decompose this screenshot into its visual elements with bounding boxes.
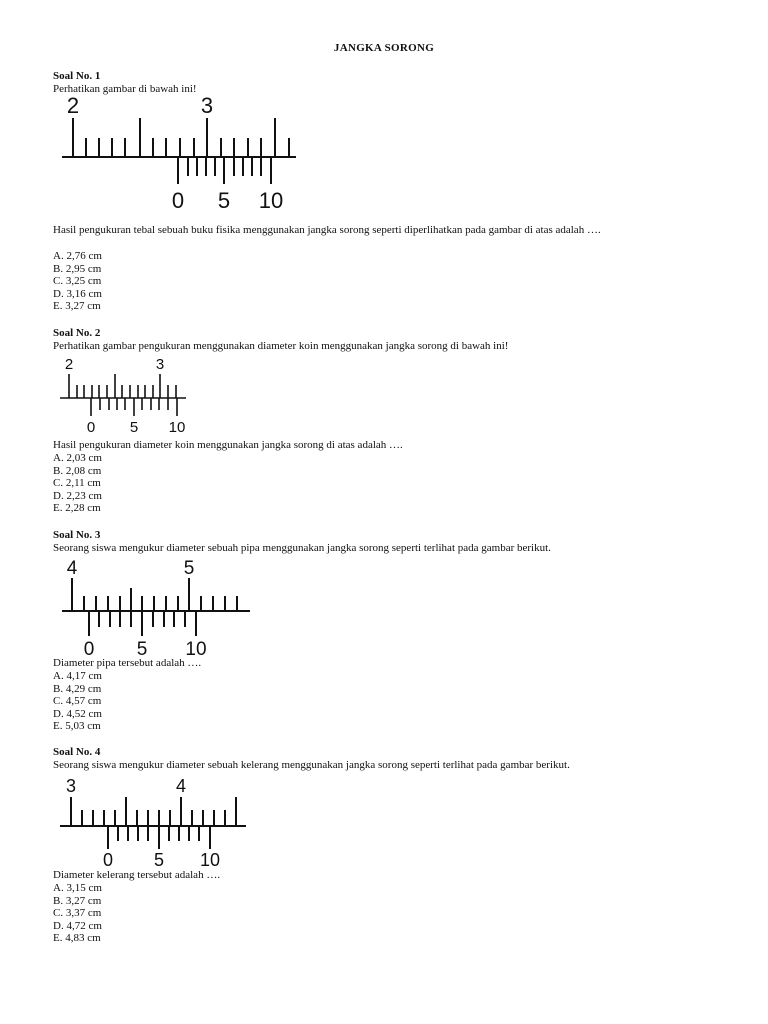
option-d: D. 4,52 cm — [53, 707, 102, 720]
main-scale-label-left: 3 — [65, 776, 77, 796]
option-e: E. 4,83 cm — [53, 932, 101, 945]
main-scale-label-right: 3 — [155, 356, 165, 373]
main-scale-label-right: 3 — [200, 93, 214, 118]
option-a: A. 2,76 cm — [53, 250, 102, 262]
option-c: C. 3,25 cm — [53, 275, 102, 288]
option-a: A. 4,17 cm — [53, 670, 102, 682]
question-4-intro: Seorang siswa mengukur diameter sebuah kelerang menggunakan jangka sorong seperti terlihat pada gambar berikut. — [53, 759, 570, 771]
vernier-label-0: 0 — [83, 639, 95, 660]
main-scale-label-left: 2 — [64, 356, 74, 373]
vernier-label-10: 10 — [199, 850, 221, 870]
option-b: B. 2,08 cm — [53, 464, 102, 477]
option-d: D. 3,16 cm — [53, 287, 102, 300]
option-b: B. 3,27 cm — [53, 894, 102, 907]
question-2-text: Hasil pengukuran diameter koin menggunakan jangka sorong di atas adalah …. — [53, 439, 403, 451]
question-4-heading: Soal No. 4 — [53, 746, 101, 758]
page-title: JANGKA SORONG — [333, 42, 435, 54]
option-d: D. 4,72 cm — [53, 919, 102, 932]
question-3-heading: Soal No. 3 — [53, 529, 101, 541]
option-e: E. 3,27 cm — [53, 300, 101, 313]
vernier-label-5: 5 — [217, 188, 231, 213]
option-d: D. 2,23 cm — [53, 489, 102, 502]
vernier-label-5: 5 — [129, 419, 139, 436]
vernier-label-5: 5 — [136, 639, 148, 660]
option-a: A. 2,03 cm — [53, 452, 102, 464]
option-e: E. 5,03 cm — [53, 720, 101, 733]
question-3-intro: Seorang siswa mengukur diameter sebuah pipa menggunakan jangka sorong seperti terlihat pada gambar berikut. — [53, 542, 551, 554]
vernier-label-10: 10 — [168, 419, 186, 436]
main-scale-label-right: 5 — [183, 558, 195, 579]
main-scale-label-left: 2 — [66, 93, 80, 118]
question-1-text: Hasil pengukuran tebal sebuah buku fisika menggunakan jangka sorong seperti diperlihatkan pada gambar di atas adalah …. — [53, 224, 601, 236]
vernier-label-10: 10 — [258, 188, 284, 213]
vernier-label-0: 0 — [102, 850, 114, 870]
vernier-label-0: 0 — [86, 419, 96, 436]
question-4-options — [53, 882, 102, 945]
option-e: E. 2,28 cm — [53, 502, 101, 515]
option-c: C. 4,57 cm — [53, 695, 102, 708]
option-a: A. 3,15 cm — [53, 882, 102, 894]
vernier-label-0: 0 — [171, 188, 185, 213]
main-scale-label-left: 4 — [66, 558, 78, 579]
vernier-label-10: 10 — [185, 639, 207, 660]
question-3-text: Diameter pipa tersebut adalah …. — [53, 657, 202, 669]
question-4-text: Diameter kelerang tersebut adalah …. — [53, 869, 221, 881]
question-1-heading: Soal No. 1 — [53, 70, 101, 82]
question-2-intro: Perhatikan gambar pengukuran menggunakan diameter koin menggunakan jangka sorong di bawah ini! — [53, 340, 509, 352]
option-b: B. 2,95 cm — [53, 262, 102, 275]
vernier-label-5: 5 — [153, 850, 165, 870]
option-b: B. 4,29 cm — [53, 682, 102, 695]
option-c: C. 2,11 cm — [53, 477, 101, 490]
main-scale-label-right: 4 — [175, 776, 187, 796]
option-c: C. 3,37 cm — [53, 907, 102, 920]
question-2-heading: Soal No. 2 — [53, 327, 101, 339]
question-1-intro: Perhatikan gambar di bawah ini! — [53, 83, 197, 95]
